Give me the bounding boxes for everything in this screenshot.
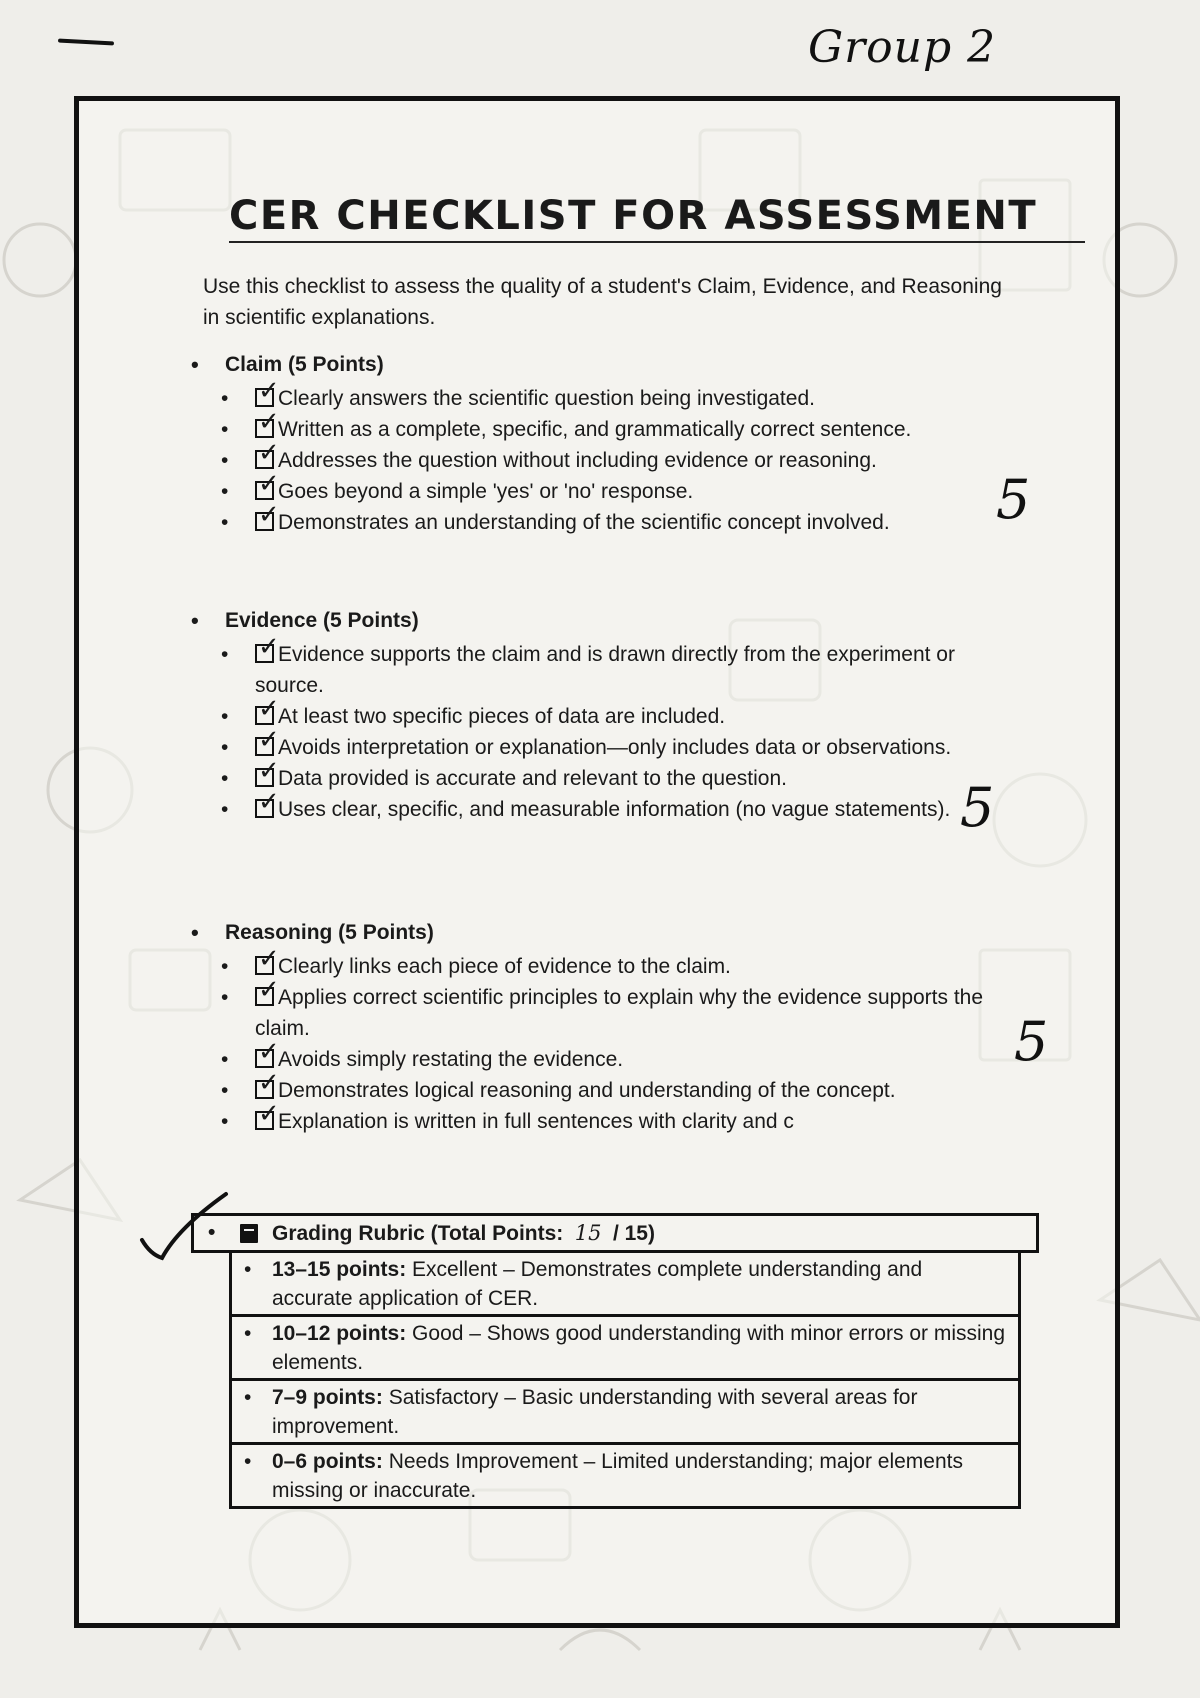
rubric-row-excellent xyxy=(229,1253,1021,1317)
checkbox-checked-icon[interactable] xyxy=(255,1080,274,1099)
claim-checklist xyxy=(191,383,1015,538)
rubric-range: 13–15 points: xyxy=(272,1258,407,1281)
handwritten-group-label: Group 2 xyxy=(808,22,997,73)
checklist-item[interactable] xyxy=(191,701,1015,732)
rubric-description: Excellent – Demonstrates complete understanding and accurate application of CER. xyxy=(272,1258,923,1310)
rubric-description: Needs Improvement – Limited understanding; major elements missing or inaccurate. xyxy=(272,1450,963,1502)
rubric-row-good xyxy=(229,1317,1021,1381)
checkbox-checked-icon[interactable] xyxy=(255,388,274,407)
rubric-range: 7–9 points: xyxy=(272,1386,383,1409)
rubric-row-needs-improvement xyxy=(229,1445,1021,1509)
rubric-heading-suffix: / 15) xyxy=(607,1222,655,1245)
checklist-item[interactable] xyxy=(191,383,1015,414)
checklist-item-text: Explanation is written in full sentences with clarity and c xyxy=(278,1110,794,1133)
checklist-item-text: Uses clear, specific, and measurable information (no vague statements). xyxy=(278,798,951,821)
section-heading-evidence: • Evidence (5 Points) xyxy=(191,609,1015,639)
checkbox-checked-icon[interactable] xyxy=(255,987,274,1006)
checklist-item[interactable] xyxy=(191,1106,1015,1137)
checklist-item[interactable] xyxy=(191,982,1015,1044)
reasoning-section xyxy=(191,921,1015,1137)
checklist-item[interactable] xyxy=(191,1075,1015,1106)
section-heading-claim: • Claim (5 Points) xyxy=(191,353,1015,383)
checkbox-checked-icon[interactable] xyxy=(255,706,274,725)
checkbox-checked-icon[interactable] xyxy=(255,799,274,818)
checklist-item[interactable] xyxy=(191,951,1015,982)
checklist-item-text: Demonstrates an understanding of the scientific concept involved. xyxy=(278,511,890,534)
checklist-sheet xyxy=(74,96,1120,1628)
checklist-item-text: Avoids simply restating the evidence. xyxy=(278,1048,624,1071)
checkbox-checked-icon[interactable] xyxy=(255,956,274,975)
handwritten-claim-score: 5 xyxy=(996,468,1031,531)
handwritten-check-mark-icon xyxy=(138,1188,230,1268)
rubric-range: 10–12 points: xyxy=(272,1322,407,1345)
total-score-field[interactable]: 15 xyxy=(569,1216,607,1252)
page-title: CER CHECKLIST FOR ASSESSMENT xyxy=(229,193,1038,239)
checklist-item-text: Applies correct scientific principles to explain why the evidence supports the claim. xyxy=(255,986,984,1040)
checkbox-checked-icon[interactable] xyxy=(255,450,274,469)
checklist-item[interactable] xyxy=(191,639,1015,701)
rubric-heading-prefix: Grading Rubric (Total Points: xyxy=(272,1222,570,1245)
book-icon xyxy=(240,1224,258,1243)
checkbox-checked-icon[interactable] xyxy=(255,644,274,663)
checklist-item-text: At least two specific pieces of data are included. xyxy=(278,705,726,728)
title-underline xyxy=(229,241,1085,243)
checkbox-checked-icon[interactable] xyxy=(255,1049,274,1068)
checklist-item[interactable] xyxy=(191,445,1015,476)
checklist-item[interactable] xyxy=(191,476,1015,507)
checklist-item[interactable] xyxy=(191,1044,1015,1075)
checklist-item-text: Avoids interpretation or explanation—only includes data or observations. xyxy=(278,736,952,759)
evidence-section xyxy=(191,609,1015,825)
checklist-item-text: Evidence supports the claim and is drawn directly from the experiment or source. xyxy=(255,643,955,697)
claim-section xyxy=(191,353,1015,538)
reasoning-checklist xyxy=(191,951,1015,1137)
checklist-item-text: Written as a complete, specific, and grammatically correct sentence. xyxy=(278,418,912,441)
checkbox-checked-icon[interactable] xyxy=(255,737,274,756)
checklist-item-text: Clearly answers the scientific question being investigated. xyxy=(278,387,815,410)
checklist-item[interactable] xyxy=(191,732,1015,763)
handwritten-evidence-score: 5 xyxy=(960,776,995,839)
rubric-heading xyxy=(191,1213,1039,1253)
grading-rubric xyxy=(191,1213,1039,1509)
rubric-description: Good – Shows good understanding with minor errors or missing elements. xyxy=(272,1322,1006,1374)
checklist-item-text: Data provided is accurate and relevant to the question. xyxy=(278,767,787,790)
checklist-item-text: Goes beyond a simple 'yes' or 'no' response. xyxy=(278,480,694,503)
checklist-item[interactable] xyxy=(191,794,1015,825)
checkbox-checked-icon[interactable] xyxy=(255,419,274,438)
intro-text: Use this checklist to assess the quality of a student's Claim, Evidence, and Reasoning in scientific explanations. xyxy=(203,275,1002,329)
checklist-item[interactable] xyxy=(191,763,1015,794)
checklist-item-text: Addresses the question without including evidence or reasoning. xyxy=(278,449,877,472)
checklist-item-text: Demonstrates logical reasoning and understanding of the concept. xyxy=(278,1079,896,1102)
rubric-range: 0–6 points: xyxy=(272,1450,383,1473)
checklist-item-text: Clearly links each piece of evidence to the claim. xyxy=(278,955,731,978)
checkbox-checked-icon[interactable] xyxy=(255,512,274,531)
checklist-item[interactable] xyxy=(191,414,1015,445)
rubric-description: Satisfactory – Basic understanding with several areas for improvement. xyxy=(272,1386,918,1438)
rubric-row-satisfactory xyxy=(229,1381,1021,1445)
checklist-item[interactable] xyxy=(191,507,1015,538)
evidence-checklist xyxy=(191,639,1015,825)
checkbox-checked-icon[interactable] xyxy=(255,768,274,787)
checkbox-checked-icon[interactable] xyxy=(255,481,274,500)
checkbox-checked-icon[interactable] xyxy=(255,1111,274,1130)
handwritten-reasoning-score: 5 xyxy=(1014,1010,1049,1073)
section-heading-reasoning: • Reasoning (5 Points) xyxy=(191,921,1015,951)
